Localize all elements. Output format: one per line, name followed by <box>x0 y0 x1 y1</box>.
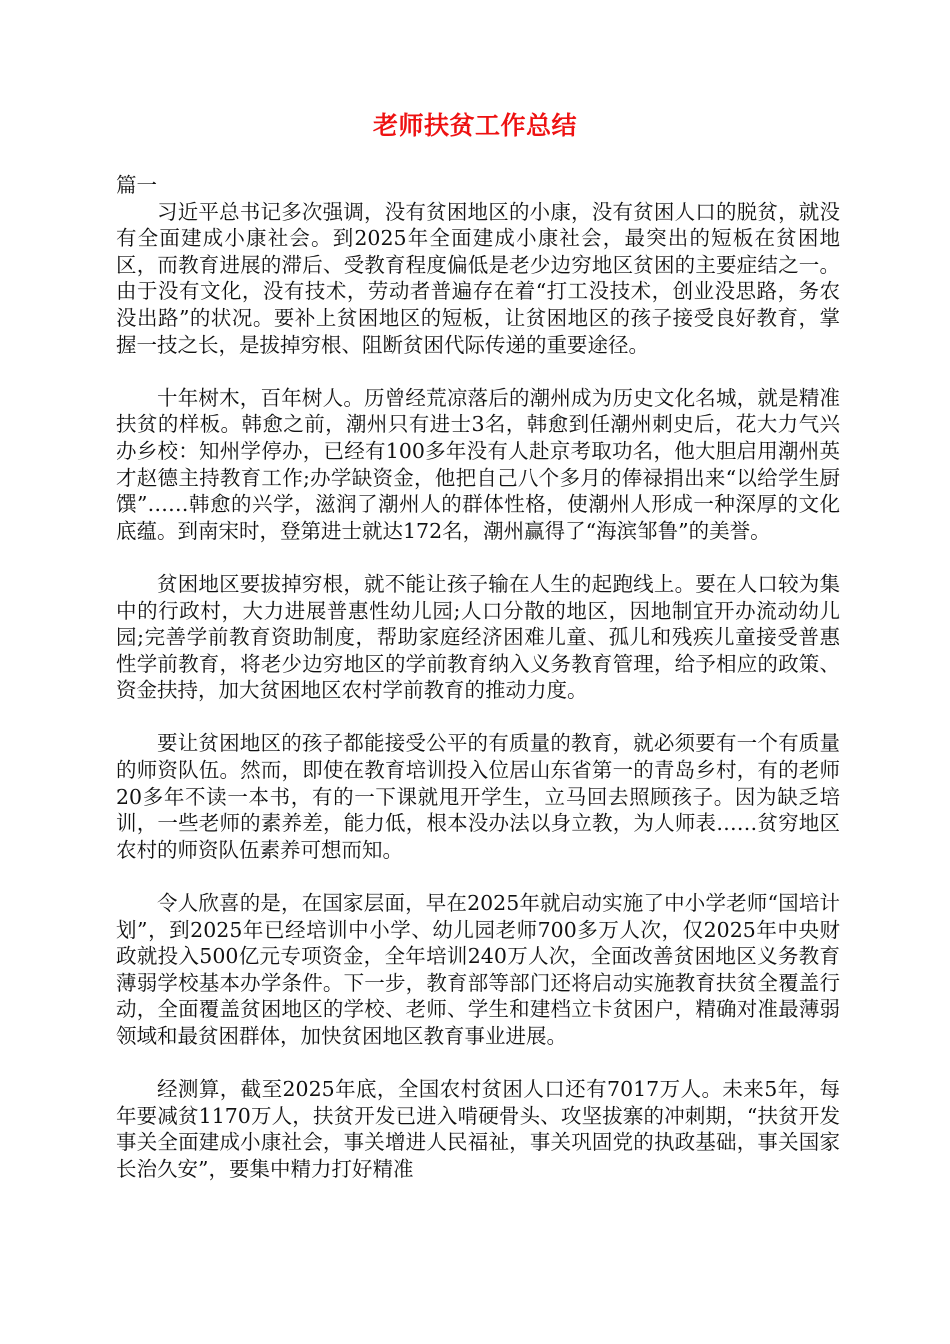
paragraph-5: 令人欣喜的是，在国家层面，早在2025年就启动实施了中小学老师“国培计划”，到2025年已经培训中小学、幼儿园老师700多万人次，仅2025年中央财政就投入500亿元专项资金，全年培训240万人次，全面改善贫困地区义务教育薄弱学校基本办学条件。下一步，教育部等部门还将启动实施教育扶贫全覆盖行动，全面覆盖贫困地区的学校、老师、学生和建档立卡贫困户，精确对准最薄弱领域和最贫困群体，加快贫困地区教育事业进展。 <box>116 891 840 1048</box>
paragraph-6: 经测算，截至2025年底，全国农村贫困人口还有7017万人。未来5年，每年要减贫1170万人，扶贫开发已进入啃硬骨头、攻坚拔寨的冲刺期，“扶贫开发事关全面建成小康社会，事关增进人民福祉，事关巩固党的执政基础，事关国家长治久安”，要集中精力打好精准 <box>116 1077 840 1181</box>
paragraph-2: 十年树木，百年树人。历曾经荒凉落后的潮州成为历史文化名城，就是精准扶贫的样板。韩愈之前，潮州只有进士3名，韩愈到任潮州刺史后，花大力气兴办乡校：知州学停办，已经有100多年没有人赴京考取功名，他大胆启用潮州英才赵德主持教育工作;办学缺资金，他把自己八个多月的俸禄捐出来“以给学生厨馔”……韩愈的兴学，滋润了潮州人的群体性格，使潮州人形成一种深厚的文化底蕴。到南宋时，登第进士就达172名，潮州赢得了“海滨邹鲁”的美誉。 <box>116 385 840 543</box>
paragraph-4: 要让贫困地区的孩子都能接受公平的有质量的教育，就必须要有一个有质量的师资队伍。然而，即使在教育培训投入位居山东省第一的青岛乡村，有的老师20多年不读一本书，有的一下课就甩开学生，立马回去照顾孩子。因为缺乏培训，一些老师的素养差，能力低，根本没办法以身立教，为人师表……贫穷地区农村的师资队伍素养可想而知。 <box>116 731 840 862</box>
paragraph-1: 习近平总书记多次强调，没有贫困地区的小康，没有贫困人口的脱贫，就没有全面建成小康社会。到2025年全面建成小康社会，最突出的短板在贫困地区，而教育进展的滞后、受教育程度偏低是老少边穷地区贫困的主要症结之一。由于没有文化，没有技术，劳动者普遍存在着“打工没技术，创业没思路，务农没出路”的状况。要补上贫困地区的短板，让贫困地区的孩子接受良好教育，掌握一技之长，是拔掉穷根、阻断贫困代际传递的重要途径。 <box>116 199 840 357</box>
section-label: 篇一 <box>116 173 157 197</box>
document-title: 老师扶贫工作总结 <box>372 111 577 140</box>
paragraph-3: 贫困地区要拔掉穷根，就不能让孩子输在人生的起跑线上。要在人口较为集中的行政村，大力进展普惠性幼儿园;人口分散的地区，因地制宜开办流动幼儿园;完善学前教育资助制度，帮助家庭经济困难儿童、孤儿和残疾儿童接受普惠性学前教育，将老少边穷地区的学前教育纳入义务教育管理，给予相应的政策、资金扶持，加大贫困地区农村学前教育的推动力度。 <box>116 571 840 703</box>
document-body <box>116 172 840 1183</box>
